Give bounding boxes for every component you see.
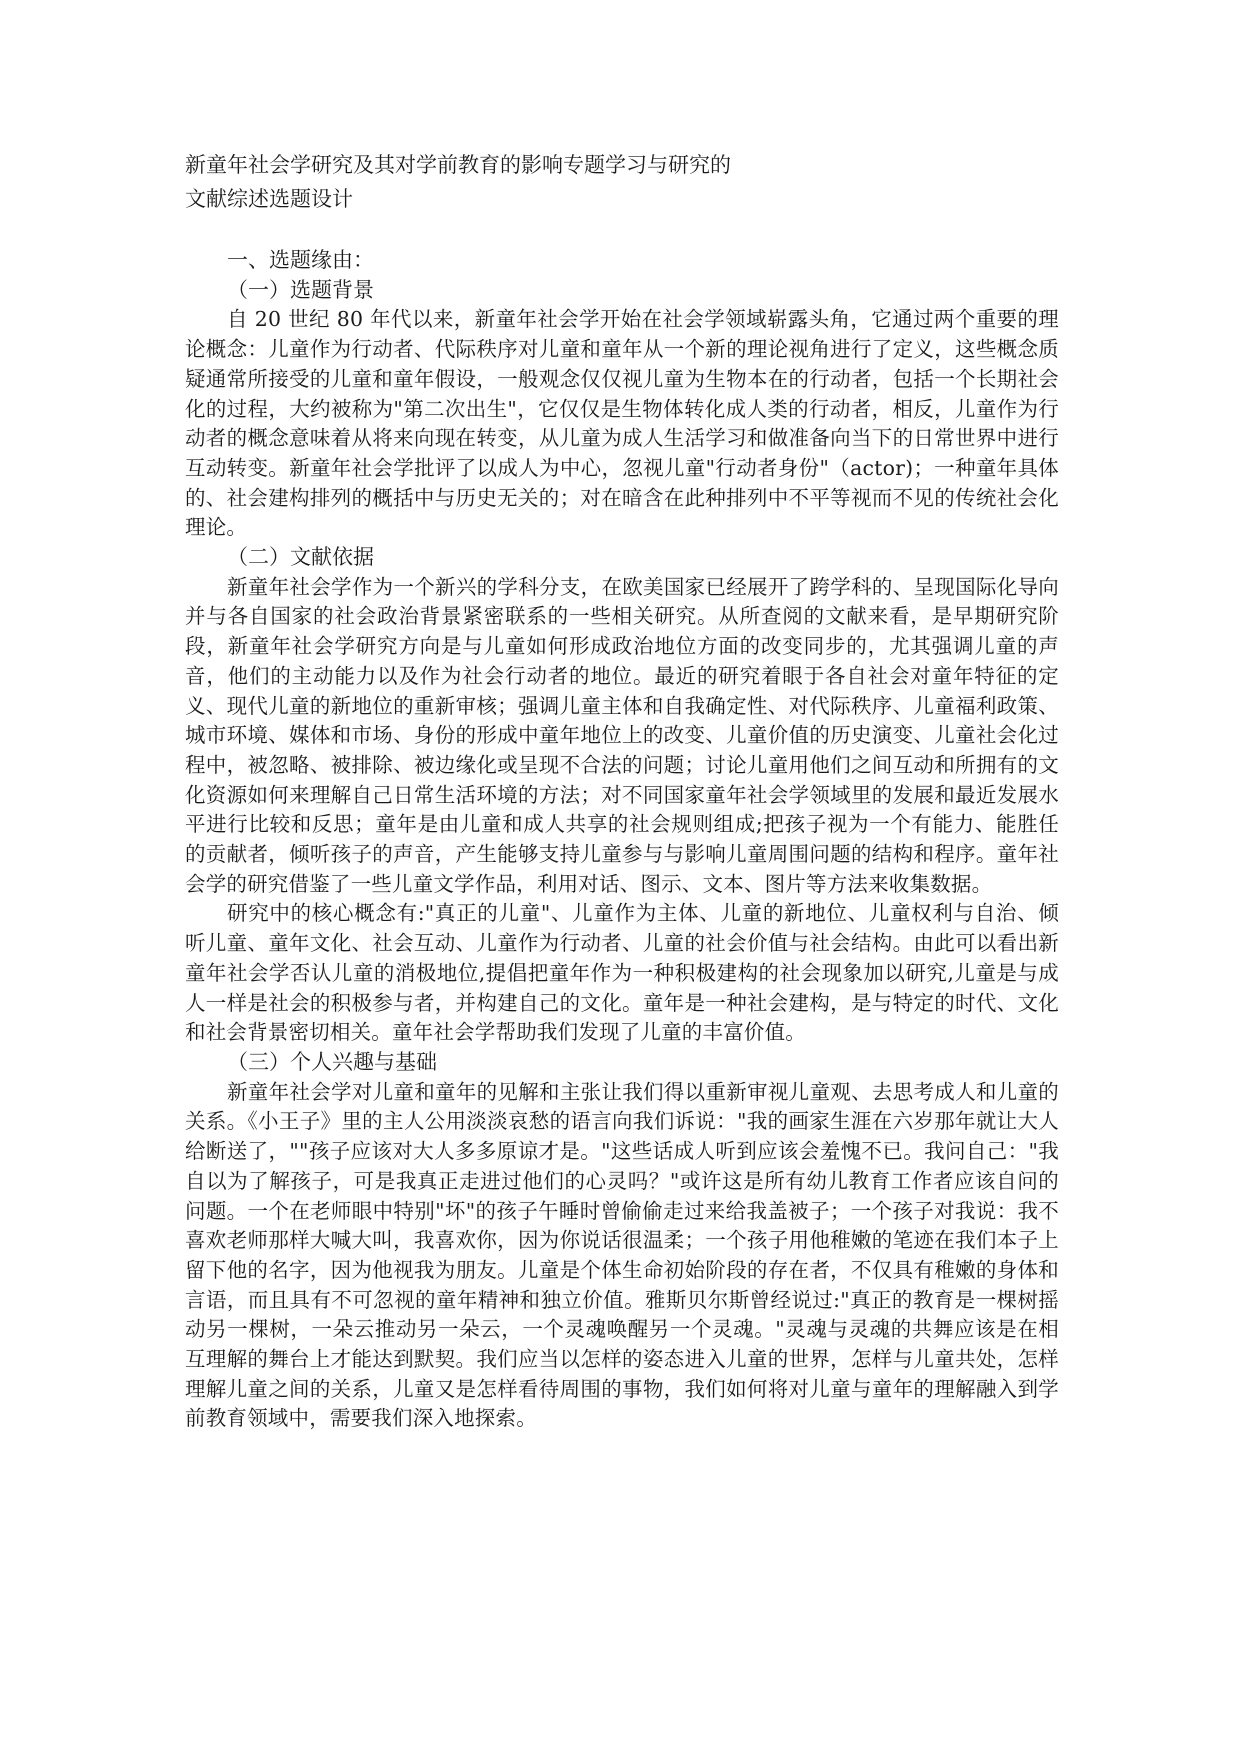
document-body [185, 246, 1059, 1434]
title-line-1: 新童年社会学研究及其对学前教育的影响专题学习与研究的 [185, 153, 731, 177]
paragraph-interest: 新童年社会学对儿童和童年的见解和主张让我们得以重新审视儿童观、去思考成人和儿童的关系。《小王子》里的主人公用淡淡哀愁的语言向我们诉说："我的画家生涯在六岁那年就让大人给断送了，""孩子应该对大人多多原谅才是。"这些话成人听到应该会羞愧不已。我问自己："我自以为了解孩子，可是我真正走进过他们的心灵吗？"或许这是所有幼儿教育工作者应该自问的问题。一个在老师眼中特别"坏"的孩子午睡时曾偷偷走过来给我盖被子；一个孩子对我说：我不喜欢老师那样大喊大叫，我喜欢你，因为你说话很温柔；一个孩子用他稚嫩的笔迹在我们本子上留下他的名字，因为他视我为朋友。儿童是个体生命初始阶段的存在者，不仅具有稚嫩的身体和言语，而且具有不可忽视的童年精神和独立价值。雅斯贝尔斯曾经说过:"真正的教育是一棵树摇动另一棵树，一朵云推动另一朵云，一个灵魂唤醒另一个灵魂。"灵魂与灵魂的共舞应该是在相互理解的舞台上才能达到默契。我们应当以怎样的姿态进入儿童的世界，怎样与儿童共处，怎样理解儿童之间的关系，儿童又是怎样看待周围的事物，我们如何将对儿童与童年的理解融入到学前教育领域中，需要我们深入地探索。 [185, 1079, 1059, 1431]
document-page [185, 148, 1059, 1434]
title-line-2: 文献综述选题设计 [185, 187, 353, 211]
document-title [185, 148, 1059, 216]
section-heading-reason: 一、选题缘由： [227, 248, 374, 272]
subsection-heading-literature: （二）文献依据 [227, 545, 374, 570]
subsection-heading-interest: （三）个人兴趣与基础 [227, 1049, 437, 1074]
subsection-heading-background: （一）选题背景 [227, 277, 374, 302]
paragraph-literature-1: 新童年社会学作为一个新兴的学科分支，在欧美国家已经展开了跨学科的、呈现国际化导向并与各自国家的社会政治背景紧密联系的一些相关研究。从所查阅的文献来看，是早期研究阶段，新童年社会学研究方向是与儿童如何形成政治地位方面的改变同步的，尤其强调儿童的声音，他们的主动能力以及作为社会行动者的地位。最近的研究着眼于各自社会对童年特征的定义、现代儿童的新地位的重新审核；强调儿童主体和自我确定性、对代际秩序、儿童福利政策、城市环境、媒体和市场、身份的形成中童年地位上的改变、儿童价值的历史演变、儿童社会化过程中，被忽略、被排除、被边缘化或呈现不合法的问题；讨论儿童用他们之间互动和所拥有的文化资源如何来理解自己日常生活环境的方法；对不同国家童年社会学领域里的发展和最近发展水平进行比较和反思；童年是由儿童和成人共享的社会规则组成;把孩子视为一个有能力、能胜任的贡献者，倾听孩子的声音，产生能够支持儿童参与与影响儿童周围问题的结构和程序。童年社会学的研究借鉴了一些儿童文学作品，利用对话、图示、文本、图片等方法来收集数据。 [185, 574, 1059, 896]
paragraph-background: 自 20 世纪 80 年代以来，新童年社会学开始在社会学领域崭露头角，它通过两个重要的理论概念：儿童作为行动者、代际秩序对儿童和童年从一个新的理论视角进行了定义，这些概念质疑通常所接受的儿童和童年假设，一般观念仅仅视儿童为生物本在的行动者，包括一个长期社会化的过程，大约被称为"第二次出生"，它仅仅是生物体转化成人类的行动者，相反，儿童作为行动者的概念意味着从将来向现在转变，从儿童为成人生活学习和做准备向当下的日常世界中进行互动转变。新童年社会学批评了以成人为中心，忽视儿童"行动者身份"（actor)；一种童年具体的、社会建构排列的概括中与历史无关的；对在暗含在此种排列中不平等视而不见的传统社会化理论。 [185, 307, 1059, 540]
paragraph-literature-2: 研究中的核心概念有:"真正的儿童"、儿童作为主体、儿童的新地位、儿童权利与自治、倾听儿童、童年文化、社会互动、儿童作为行动者、儿童的社会价值与社会结构。由此可以看出新童年社会学否认儿童的消极地位,提倡把童年作为一种积极建构的社会现象加以研究,儿童是与成人一样是社会的积极参与者，并构建自己的文化。童年是一种社会建构，是与特定的时代、文化和社会背景密切相关。童年社会学帮助我们发现了儿童的丰富价值。 [185, 901, 1059, 1045]
